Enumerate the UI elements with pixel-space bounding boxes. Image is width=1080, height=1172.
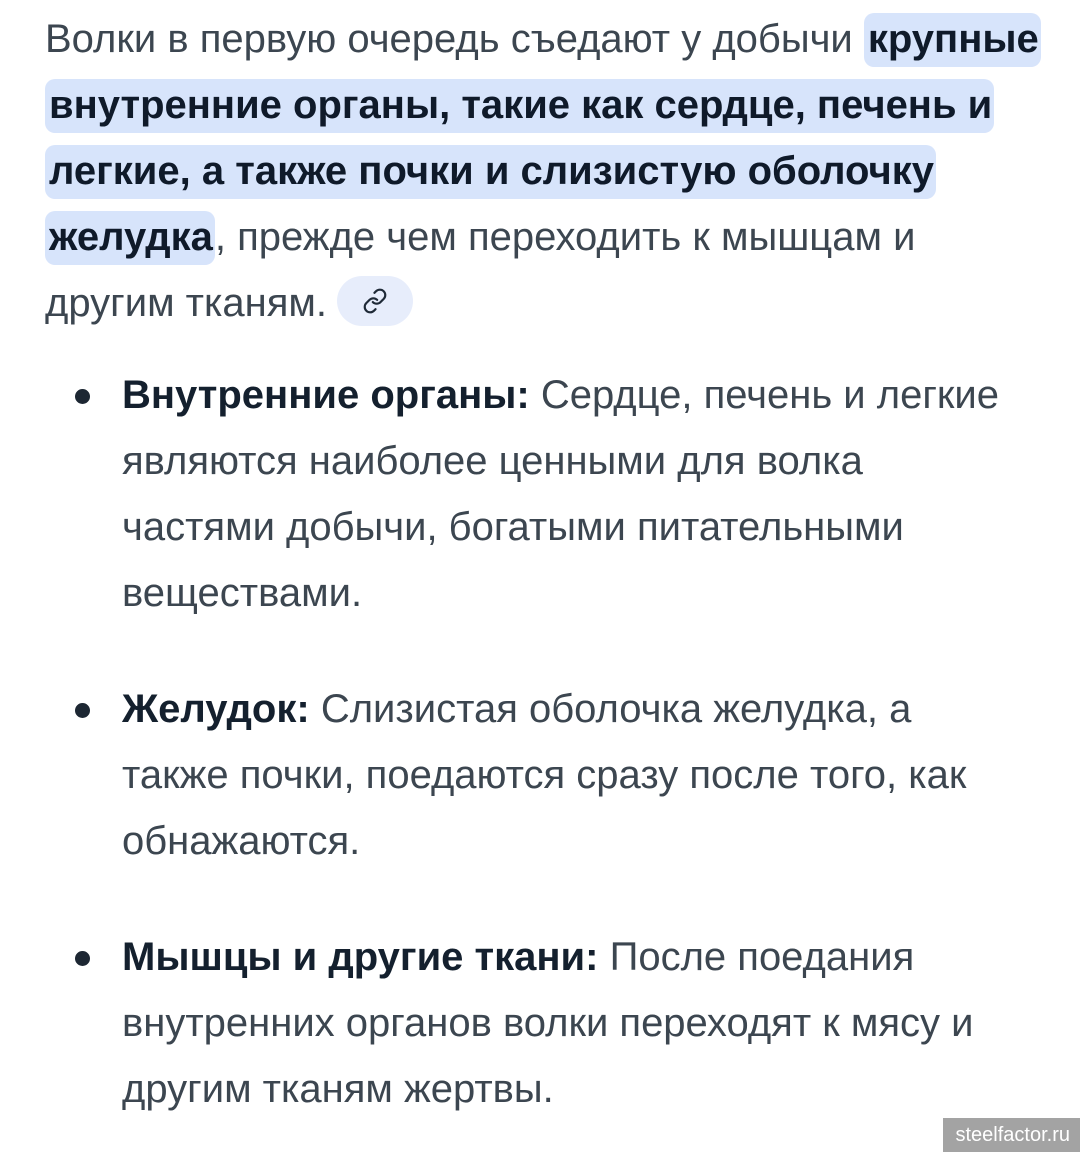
list-item (0, 362, 1080, 626)
bullet-dot (75, 389, 90, 404)
bullet-term: Мышцы и другие ткани: (122, 935, 599, 979)
answer-highlight[interactable]: крупные внутренние органы, такие как сердце, печень и легкие, а также почки и слизистую оболочку желудка (45, 13, 1041, 265)
bullet-term: Желудок: (122, 687, 310, 731)
bullet-term: Внутренние органы: (122, 373, 530, 417)
answer-rest: , прежде чем переходить к мышцам и другим тканям. (45, 215, 916, 325)
list-item (0, 676, 1080, 874)
answer-intro: Волки в первую очередь съедают у добычи (45, 17, 864, 61)
link-icon (362, 288, 388, 314)
source-link-button[interactable] (337, 276, 413, 326)
bullet-text: После поедания внутренних органов волки переходят к мясу и другим тканям жертвы. (122, 935, 974, 1111)
list-item (0, 924, 1080, 1122)
bullet-text: Слизистая оболочка желудка, а также почки, поедаются сразу после того, как обнажаются. (122, 687, 967, 863)
bullet-text: Сердце, печень и легкие являются наиболее ценными для волка частями добычи, богатыми питательными веществами. (122, 373, 1000, 615)
bullet-list (0, 362, 1080, 1172)
bullet-dot (75, 703, 90, 718)
answer-paragraph (45, 6, 1045, 336)
watermark: steelfactor.ru (943, 1118, 1080, 1152)
bullet-dot (75, 951, 90, 966)
